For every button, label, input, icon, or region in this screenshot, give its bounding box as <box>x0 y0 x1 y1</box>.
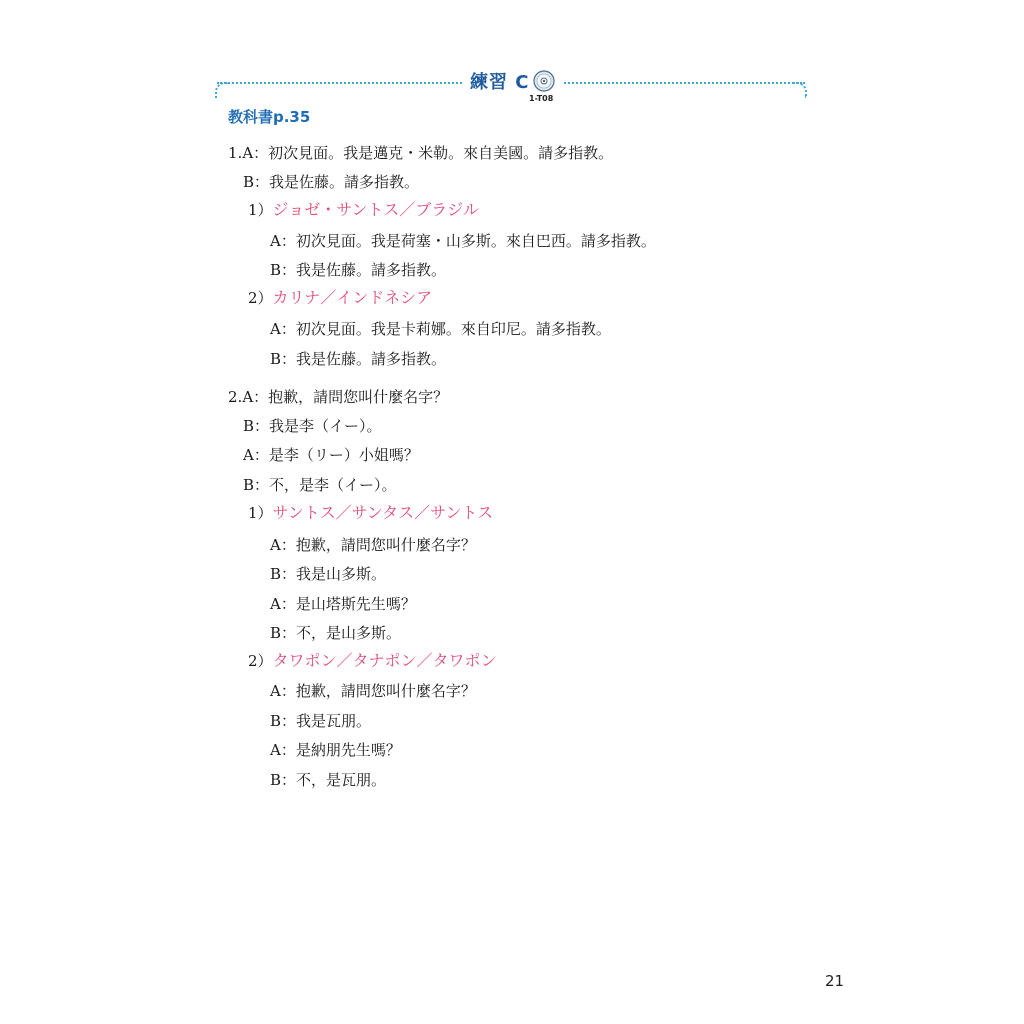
page-number: 21 <box>825 972 845 990</box>
textbook-reference: 教科書p.35 <box>228 108 311 126</box>
dialogue-line: A：抱歉，請問您叫什麼名字？ <box>270 536 476 554</box>
exercise-2-line-a <box>228 387 448 407</box>
section-header <box>462 68 563 94</box>
dialogue-line: A：抱歉，請問您叫什麼名字？ <box>270 682 476 700</box>
dialogue-line: B：我是山多斯。 <box>270 565 387 583</box>
dialogue-line: A：是李（リー）小姐嗎？ <box>243 446 419 464</box>
katakana-prompt: カリナ／インドネシア <box>272 288 433 307</box>
item-number: 1） <box>248 201 273 219</box>
item-number: 2） <box>248 652 273 670</box>
dialogue-line: B：我是瓦朋。 <box>270 712 372 730</box>
dialogue-line: B：我是李（イー）。 <box>243 417 382 435</box>
item-number: 1） <box>248 504 273 522</box>
katakana-prompt: ジョゼ・サントス／ブラジル <box>272 200 479 219</box>
exercise-1-item-2-prompt <box>248 288 432 308</box>
exercise-1-line-a <box>228 143 613 163</box>
exercise-number: 1. <box>228 144 243 162</box>
cd-icon[interactable] <box>533 70 555 92</box>
dialogue-line: A：初次見面。我是荷塞・山多斯。來自巴西。請多指教。 <box>270 232 656 250</box>
dialogue-line: B：不，是瓦朋。 <box>270 771 387 789</box>
exercise-number: 2. <box>228 388 243 406</box>
katakana-prompt: サントス／サンタス／サントス <box>272 503 494 522</box>
exercise-1-item-1-prompt <box>248 200 479 220</box>
dialogue-line: B：不，是李（イー）。 <box>243 476 397 494</box>
dialogue-line: A：初次見面。我是卡莉娜。來自印尼。請多指教。 <box>270 320 611 338</box>
exercise-2-item-1-prompt <box>248 503 493 523</box>
item-number: 2） <box>248 289 273 307</box>
dialogue-line: A：是山塔斯先生嗎？ <box>270 595 416 613</box>
dialogue-line: B：我是佐藤。請多指教。 <box>243 173 420 191</box>
track-label: 1-T08 <box>529 94 554 103</box>
dialogue-line: A：抱歉，請問您叫什麼名字？ <box>242 388 449 406</box>
exercise-2-item-2-prompt <box>248 651 497 671</box>
dialogue-line: B：我是佐藤。請多指教。 <box>270 350 447 368</box>
dialogue-line: A：是納朋先生嗎？ <box>270 741 401 759</box>
dialogue-line: B：不，是山多斯。 <box>270 624 402 642</box>
dialogue-line: B：我是佐藤。請多指教。 <box>270 261 447 279</box>
section-title: 練習 C <box>470 72 530 93</box>
dialogue-line: A：初次見面。我是邁克・米勒。來自美國。請多指教。 <box>242 144 614 162</box>
katakana-prompt: タワポン／タナポン／タワポン <box>272 651 497 670</box>
